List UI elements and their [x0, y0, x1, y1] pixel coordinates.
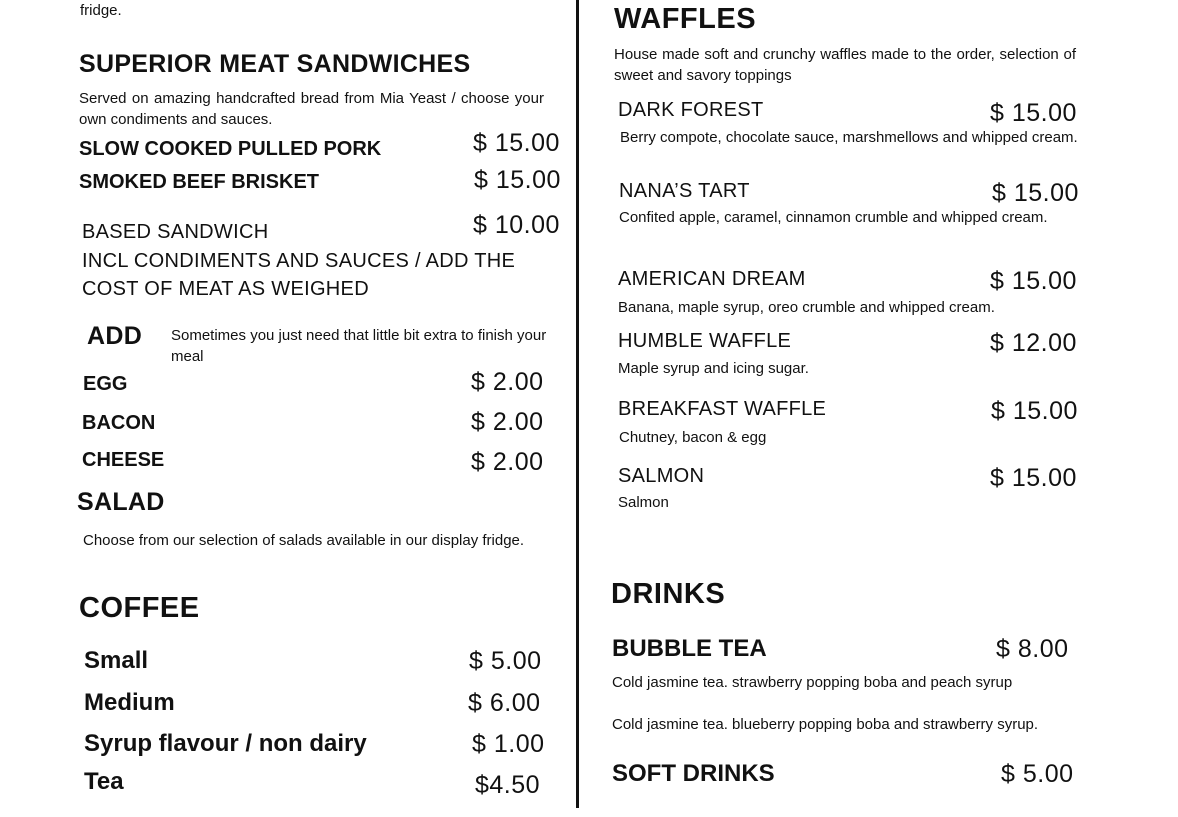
waffle-item-description: Banana, maple syrup, oreo crumble and whipped cream. — [618, 299, 995, 316]
waffle-item-description: Confited apple, caramel, cinnamon crumble and whipped cream. — [619, 209, 1048, 226]
waffle-item-price: $ 15.00 — [990, 267, 1077, 295]
based-sandwich-detail: INCL CONDIMENTS AND SAUCES / ADD THE — [82, 250, 516, 272]
waffle-item-price: $ 15.00 — [992, 179, 1079, 207]
coffee-item-name: Medium — [84, 689, 175, 716]
coffee-item-price: $ 6.00 — [468, 689, 541, 717]
waffle-item-name: NANA’S TART — [619, 180, 750, 202]
add-item-price: $ 2.00 — [471, 448, 544, 476]
drink-item-price: $ 5.00 — [1001, 760, 1074, 788]
column-divider — [576, 0, 579, 808]
top-fragment-text: fridge. — [80, 2, 122, 19]
drink-item-name: SOFT DRINKS — [612, 760, 775, 787]
waffle-item-description: Berry compote, chocolate sauce, marshmellows and whipped cream. — [620, 129, 1078, 146]
menu-item-name: SMOKED BEEF BRISKET — [79, 171, 320, 193]
coffee-item-price: $ 1.00 — [472, 730, 545, 758]
coffee-item-name: Syrup flavour / non dairy — [84, 730, 367, 757]
based-sandwich-name: BASED SANDWICH — [82, 221, 269, 243]
waffle-item-name: HUMBLE WAFFLE — [618, 330, 792, 352]
drink-item-name: BUBBLE TEA — [612, 635, 767, 662]
menu-item-price: $ 15.00 — [474, 166, 561, 194]
waffle-item-price: $ 15.00 — [990, 99, 1077, 127]
add-item-price: $ 2.00 — [471, 408, 544, 436]
based-sandwich-price: $ 10.00 — [473, 211, 560, 239]
add-item-price: $ 2.00 — [471, 368, 544, 396]
add-heading: ADD — [87, 322, 143, 350]
based-sandwich-detail: COST OF MEAT AS WEIGHED — [82, 278, 369, 300]
add-item-name: CHEESE — [82, 449, 165, 471]
waffle-item-price: $ 15.00 — [990, 464, 1077, 492]
drinks-heading: DRINKS — [611, 578, 726, 610]
waffle-item-name: BREAKFAST WAFFLE — [618, 398, 827, 420]
waffle-item-description: Maple syrup and icing sugar. — [618, 360, 809, 377]
coffee-item-name: Tea — [84, 768, 124, 795]
drink-item-price: $ 8.00 — [996, 635, 1069, 663]
sandwiches-heading: SUPERIOR MEAT SANDWICHES — [79, 50, 471, 78]
add-item-name: EGG — [83, 373, 128, 395]
waffle-item-name: AMERICAN DREAM — [618, 268, 806, 290]
waffle-item-price: $ 15.00 — [991, 397, 1078, 425]
drink-item-description: Cold jasmine tea. blueberry popping boba and strawberry syrup. — [612, 716, 1039, 733]
waffle-item-name: SALMON — [618, 465, 705, 487]
coffee-item-name: Small — [84, 647, 149, 674]
salad-description: Choose from our selection of salads available in our display fridge. — [83, 532, 525, 549]
waffle-item-description: Salmon — [618, 494, 669, 511]
waffle-item-name: DARK FOREST — [618, 99, 764, 121]
sandwiches-description: Served on amazing handcrafted bread from Mia Yeast / choose your own condiments and sauces. — [79, 90, 544, 128]
coffee-item-price: $4.50 — [475, 771, 541, 799]
coffee-heading: COFFEE — [79, 592, 200, 624]
waffle-item-price: $ 12.00 — [990, 329, 1077, 357]
add-description: Sometimes you just need that little bit extra to finish your meal — [171, 327, 547, 365]
drink-item-description: Cold jasmine tea. strawberry popping boba and peach syrup — [612, 674, 1013, 691]
coffee-item-price: $ 5.00 — [469, 647, 542, 675]
waffles-heading: WAFFLES — [614, 3, 757, 35]
waffles-description: House made soft and crunchy waffles made to the order, selection of sweet and savory toppings — [614, 46, 1076, 84]
add-item-name: BACON — [82, 412, 156, 434]
menu-item-price: $ 15.00 — [473, 129, 560, 157]
menu-item-name: SLOW COOKED PULLED PORK — [79, 138, 382, 160]
salad-heading: SALAD — [77, 488, 165, 516]
waffle-item-description: Chutney, bacon & egg — [619, 429, 767, 446]
